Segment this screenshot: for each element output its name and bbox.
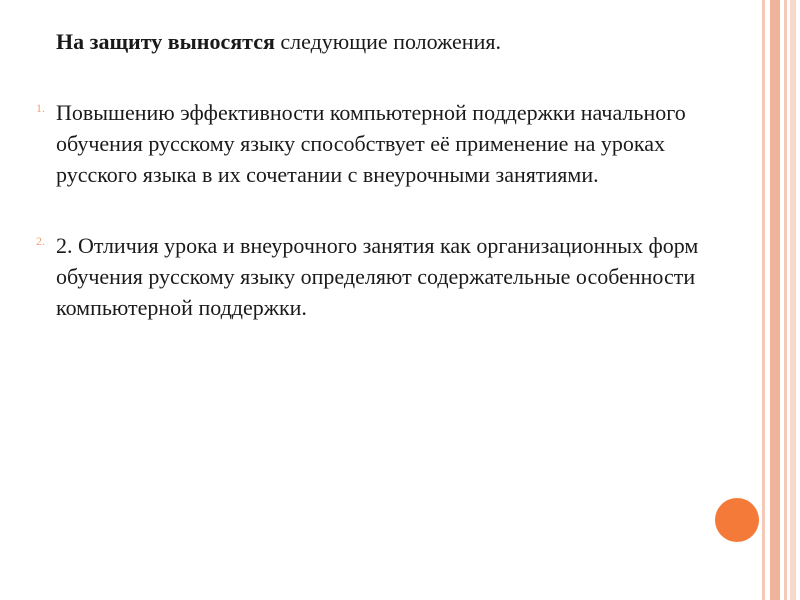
slide-heading: [56, 26, 736, 57]
decorative-stripe: [784, 0, 787, 600]
decorative-stripe: [790, 0, 796, 600]
decorative-circle-icon: [715, 498, 759, 542]
list-marker: 2.: [36, 234, 45, 248]
heading-bold-text: На защиту выносятся: [56, 29, 275, 54]
decorative-stripe: [762, 0, 765, 600]
list-marker: 1.: [36, 101, 45, 115]
heading-rest-text: следующие положения.: [274, 29, 501, 54]
decorative-stripe: [770, 0, 780, 600]
slide-content: [36, 26, 736, 363]
list-item: [36, 97, 736, 190]
list-item-text: Повышению эффективности компьютерной поддержки начального обучения русскому языку способствует её применение на уроках русского языка в их сочетании с внеурочными занятиями.: [56, 100, 686, 187]
list-item-text: 2. Отличия урока и внеурочного занятия как организационных форм обучения русскому языку определяют содержательные особенности компьютерной поддержки.: [56, 233, 699, 320]
list-item: [36, 230, 736, 323]
